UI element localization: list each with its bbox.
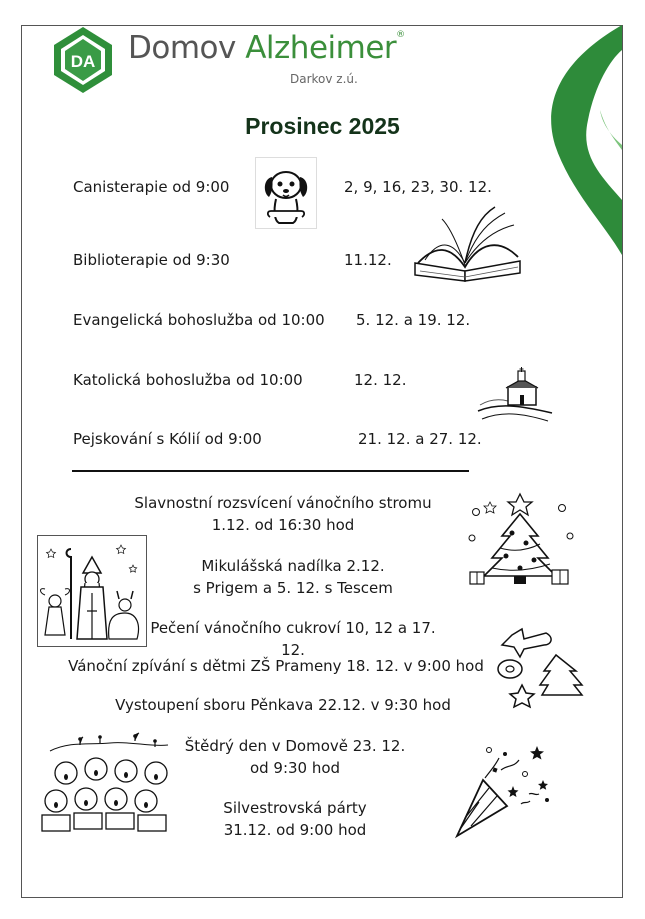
event-line: s Prigem a 5. 12. s Tescem (193, 579, 393, 597)
logo-registered: ® (396, 30, 405, 40)
event-line: Pečení vánočního cukroví 10, 12 a 17. 12. (150, 619, 436, 659)
logo-word-1: Domov (128, 30, 236, 66)
schedule-item-name: Pejskování s Kólií od 9:00 (73, 430, 262, 448)
party-popper-icon (455, 740, 555, 840)
schedule-item-name: Canisterapie od 9:00 (73, 178, 230, 196)
schedule-item-dates: 21. 12. a 27. 12. (358, 430, 482, 448)
schedule-item-dates: 11.12. (344, 251, 392, 269)
event-line: Silvestrovská párty (223, 799, 367, 817)
logo-wordmark (128, 30, 405, 66)
schedule-item-name: Katolická bohoslužba od 10:00 (73, 371, 303, 389)
choir-icon (40, 735, 178, 835)
green-swoosh-decoration (540, 25, 622, 265)
event-line: Slavnostní rozsvícení vánočního stromu (134, 494, 432, 512)
event-line: Vystoupení sboru Pěnkava 22.12. v 9:30 hod (115, 696, 451, 714)
saint-nicholas-icon (37, 535, 147, 647)
schedule-item-dates: 12. 12. (354, 371, 407, 389)
schedule-item-dates: 2, 9, 16, 23, 30. 12. (344, 178, 492, 196)
schedule-item-name: Biblioterapie od 9:30 (73, 251, 230, 269)
christmas-tree-icon (462, 488, 582, 588)
event-line: 1.12. od 16:30 hod (211, 516, 355, 534)
page-title: Prosinec 2025 (245, 113, 400, 139)
logo-word-2: Alzheimer (245, 30, 397, 66)
dog-icon (255, 157, 317, 229)
logo-subtitle: Darkov z.ú. (290, 72, 358, 86)
logo-icon (50, 25, 116, 95)
logo-mark: DA (70, 52, 96, 71)
church-icon (478, 367, 552, 425)
event-line: od 9:30 hod (249, 759, 341, 777)
event-line: 31.12. od 9:00 hod (223, 821, 367, 839)
schedule-item-name: Evangelická bohoslužba od 10:00 (73, 311, 325, 329)
event-line: Vánoční zpívání s dětmi ZŠ Prameny 18. 12. v 9:00 hod (68, 657, 484, 675)
cookies-icon (494, 625, 594, 715)
event-line: Mikulášská nadílka 2.12. (201, 557, 385, 575)
section-divider (72, 470, 469, 472)
book-icon (410, 205, 525, 285)
schedule-item-dates: 5. 12. a 19. 12. (356, 311, 471, 329)
event-line: Štědrý den v Domově 23. 12. (184, 737, 406, 755)
